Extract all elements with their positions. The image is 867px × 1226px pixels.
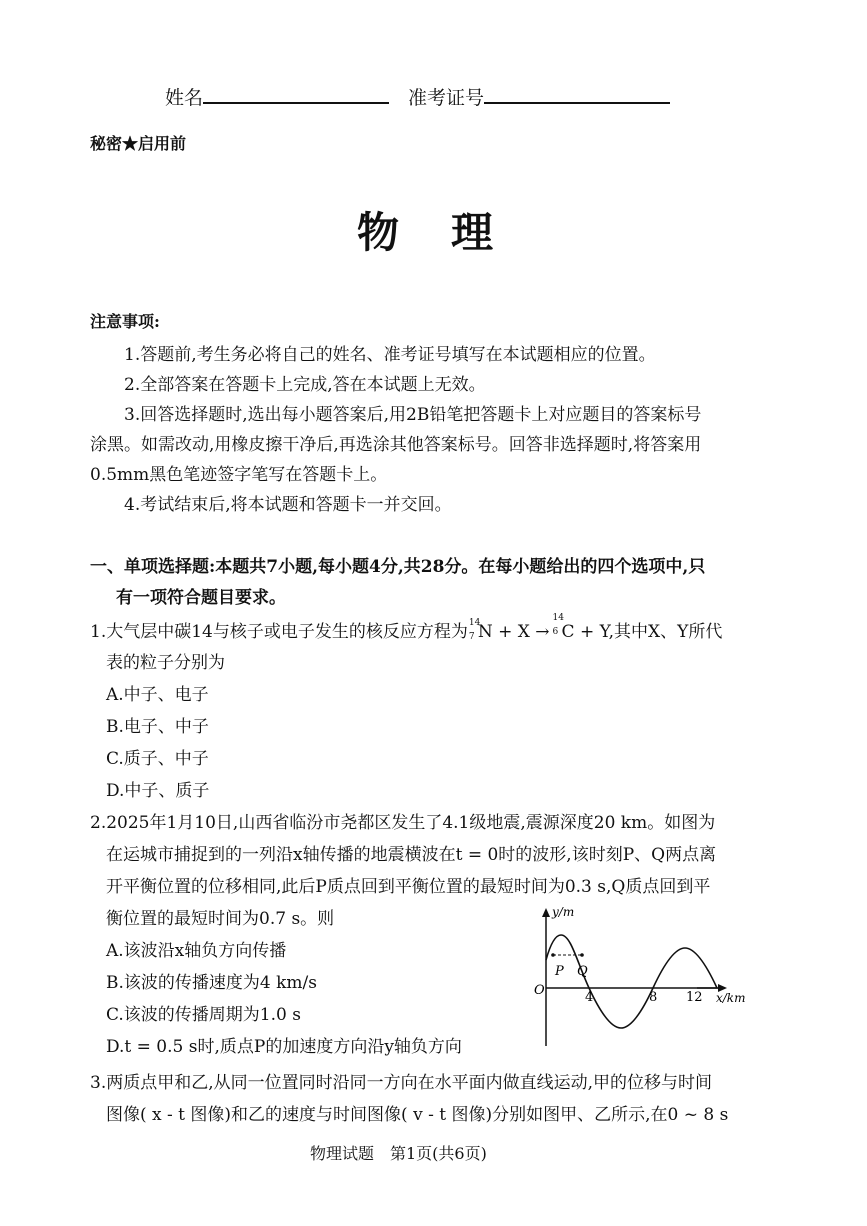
option-a: A.中子、电子 (106, 685, 209, 705)
nuclide-c: 14 6 C + Y,其中X、Y所代 (552, 613, 723, 642)
option-a: A.该波沿x轴负方向传播 (106, 941, 287, 961)
section-heading-cont: 有一项符合题目要求。 (116, 588, 286, 608)
option-c: C.质子、中子 (106, 749, 209, 769)
notice-item: 1.答题前,考生务必将自己的姓名、准考证号填写在本试题相应的位置。 (124, 345, 656, 365)
section-heading: 一、单项选择题:本题共7小题,每小题4分,共28分。在每小题给出的四个选项中,只 (90, 557, 706, 577)
tick-label: 12 (686, 990, 703, 1005)
notice-item: 3.回答选择题时,选出每小题答案后,用2B铅笔把答题卡上对应题目的答案标号 (124, 405, 702, 425)
option-d: D.t = 0.5 s时,质点P的加速度方向沿y轴负方向 (106, 1037, 462, 1057)
notice-heading: 注意事项: (90, 312, 160, 331)
wave-figure (525, 902, 757, 1048)
option-c: C.该波的传播周期为1.0 s (106, 1005, 301, 1025)
secret-mark: 秘密★启用前 (90, 134, 187, 153)
nuclide-n: 14 7 N + X → (468, 618, 550, 642)
notice-item: 4.考试结束后,将本试题和答题卡一并交回。 (124, 495, 452, 515)
question-2-stem: 2.2025年1月10日,山西省临汾市尧都区发生了4.1级地震,震源深度20 km。如图为 (90, 813, 716, 833)
wave-curve (546, 935, 717, 1028)
page-footer: 物理试题 第1页(共6页) (310, 1144, 487, 1163)
tick-label: 4 (585, 990, 594, 1005)
notice-item: 涂黑。如需改动,用橡皮擦干净后,再选涂其他答案标号。回答非选择题时,将答案用 (90, 435, 702, 455)
y-axis-label: y/m (552, 905, 575, 919)
tick-label: 8 (649, 990, 658, 1005)
x-axis-label: x/km (716, 991, 746, 1005)
question-2-stem-cont: 开平衡位置的位移相同,此后P质点回到平衡位置的最短时间为0.3 s,Q质点回到平 (106, 877, 711, 897)
q1-stem-a: 1.大气层中碳14与核子或电子发生的核反应方程为 (90, 622, 468, 642)
id-blank (484, 101, 670, 104)
option-b: B.该波的传播速度为4 km/s (106, 973, 317, 993)
name-field-row (165, 83, 389, 110)
point-p-label: P (555, 964, 564, 979)
name-label: 姓名 (165, 87, 204, 109)
question-1-stem (90, 613, 723, 642)
origin-label: O (534, 983, 545, 998)
question-2-stem-cont: 衡位置的最短时间为0.7 s。则 (106, 909, 335, 929)
question-3-stem: 3.两质点甲和乙,从同一位置同时沿同一方向在水平面内做直线运动,甲的位移与时间 (90, 1073, 713, 1093)
question-3-stem-cont: 图像( x - t 图像)和乙的速度与时间图像( v - t 图像)分别如图甲、乙所示,在0 ~ 8 s (106, 1105, 729, 1125)
option-d: D.中子、质子 (106, 781, 210, 801)
notice-item: 2.全部答案在答题卡上完成,答在本试题上无效。 (124, 375, 486, 395)
question-2-stem-cont: 在运城市捕捉到的一列沿x轴传播的地震横波在t = 0时的波形,该时刻P、Q两点离 (106, 845, 717, 865)
id-label: 准考证号 (408, 87, 485, 109)
point-p (551, 953, 555, 957)
question-1-stem-cont: 表的粒子分别为 (106, 653, 225, 673)
notice-item: 0.5mm黑色笔迹签字笔写在答题卡上。 (90, 465, 388, 485)
option-b: B.电子、中子 (106, 717, 209, 737)
id-field-row (408, 83, 670, 110)
y-axis-arrow (542, 908, 550, 917)
point-q-label: Q (577, 964, 588, 979)
name-blank (203, 101, 389, 104)
point-q (580, 953, 584, 957)
page-title: 物理 (357, 208, 546, 257)
